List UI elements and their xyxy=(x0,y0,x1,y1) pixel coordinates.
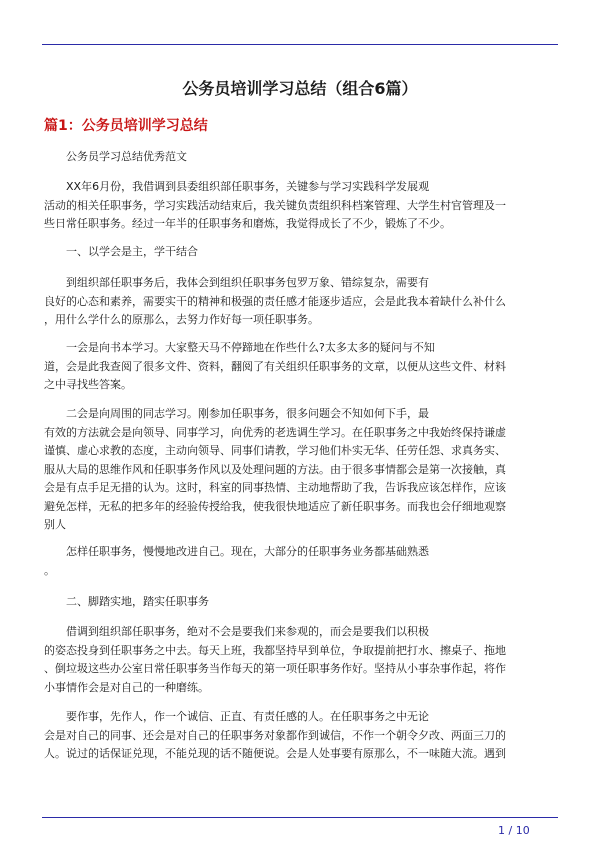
text-line: 有效的方法就会是向领导、同事学习，向优秀的老选调生学习。在任职事务之中我始终保持谦虚 xyxy=(44,425,506,439)
text-line: 怎样任职事务，慢慢地改进自己。现在，大部分的任职事务业务都基础熟悉 xyxy=(66,545,429,558)
paragraph-heading-1 xyxy=(44,243,198,262)
header-rule xyxy=(42,44,558,45)
text-line: 之中寻找些答案。 xyxy=(44,378,132,391)
text-line: 到组织部任职事务后，我体会到组织任职事务包罗万象、错综复杂，需要有 xyxy=(66,276,429,289)
document-title: 公务员培训学习总结（组合6篇） xyxy=(182,79,418,98)
text-line: 二、脚踏实地，踏实任职事务 xyxy=(66,595,209,608)
paragraph-heading-2 xyxy=(44,593,209,612)
paragraph-essay-title xyxy=(44,148,187,167)
text-line: 、倒垃圾这些办公室日常任职事务当作每天的第一项任职事务作好。坚持从小事杂事作起，将作 xyxy=(44,662,506,675)
footer-rule xyxy=(42,817,558,818)
paragraph-body xyxy=(44,274,506,330)
text-line: 良好的心态和素养，需要实干的精神和极强的责任感才能逐步适应，会是此我本着缺什么补什么 xyxy=(44,294,506,308)
section-heading: 篇1：公务员培训学习总结 xyxy=(44,118,208,134)
text-line: 公务员学习总结优秀范文 xyxy=(66,150,187,163)
text-line: 谨慎、虚心求教的态度，主动向领导、同事们请教，学习他们朴实无华、任劳任怨、求真务实、 xyxy=(44,444,506,457)
text-line: XX年6月份，我借调到县委组织部任职事务，关键参与学习实践科学发展观 xyxy=(66,180,430,193)
paragraph-body xyxy=(44,405,506,535)
text-line: ，用什么学什么的原那么，去努力作好每一项任职事务。 xyxy=(44,313,319,326)
paragraph-body xyxy=(44,339,506,395)
text-line: 小事情作会是对自己的一种磨练。 xyxy=(44,680,209,694)
text-line: 要作事，先作人，作一个诚信、正直、有责任感的人。在任职事务之中无论 xyxy=(66,710,429,723)
text-line: 避免怎样，无私的把多年的经验传授给我，使我很快地适应了新任职事务。而我也会仔细地观察 xyxy=(44,499,506,513)
paragraph-intro xyxy=(44,178,506,234)
paragraph-body xyxy=(44,543,429,580)
text-line: 的姿态投身到任职事务之中去。每天上班，我都坚持早到单位，争取提前把打水、擦桌子、拖地 xyxy=(44,643,506,657)
text-line: 别人 xyxy=(44,518,66,531)
text-line: 一、以学会是主，学干结合 xyxy=(66,245,198,258)
paragraph-body xyxy=(44,708,506,764)
text-line: 服从大局的思维作风和任职事务作风以及处理问题的方法。由于很多事情都会是第一次接触，真 xyxy=(44,462,506,476)
text-line: 。 xyxy=(44,563,55,577)
text-line: 道，会是此我查阅了很多文件、资料，翻阅了有关组织任职事务的文章，以便从这些文件、材料 xyxy=(44,359,506,373)
text-line: 会是对自己的同事、还会是对自己的任职事务对象都作到诚信，不作一个朝令夕改、两面三刀的 xyxy=(44,728,506,742)
text-line: 人。说过的话保证兑现，不能兑现的话不随便说。会是人处事要有原那么，不一味随大流。遇到 xyxy=(44,747,506,760)
text-line: 一会是向书本学习。大家整天马不停蹄地在作些什么?太多太多的疑问与不知 xyxy=(66,341,435,354)
text-line: 借调到组织部任职事务，绝对不会是要我们来参观的，而会是要我们以积极 xyxy=(66,625,429,638)
text-line: 会是有点手足无措的认为。这时，科室的同事热情、主动地帮助了我，告诉我应该怎样作，应该 xyxy=(44,481,506,494)
paragraph-body xyxy=(44,623,506,697)
text-line: 活动的相关任职事务，学习实践活动结束后，我关键负责组织科档案管理、大学生村官管理及一 xyxy=(44,198,506,212)
text-line: 些日常任职事务。经过一年半的任职事务和磨炼，我觉得成长了不少，锻炼了不少。 xyxy=(44,217,451,230)
page-number: 1 / 10 xyxy=(498,824,530,837)
text-line: 二会是向周围的同志学习。刚参加任职事务，很多问题会不知如何下手，最 xyxy=(66,407,429,420)
